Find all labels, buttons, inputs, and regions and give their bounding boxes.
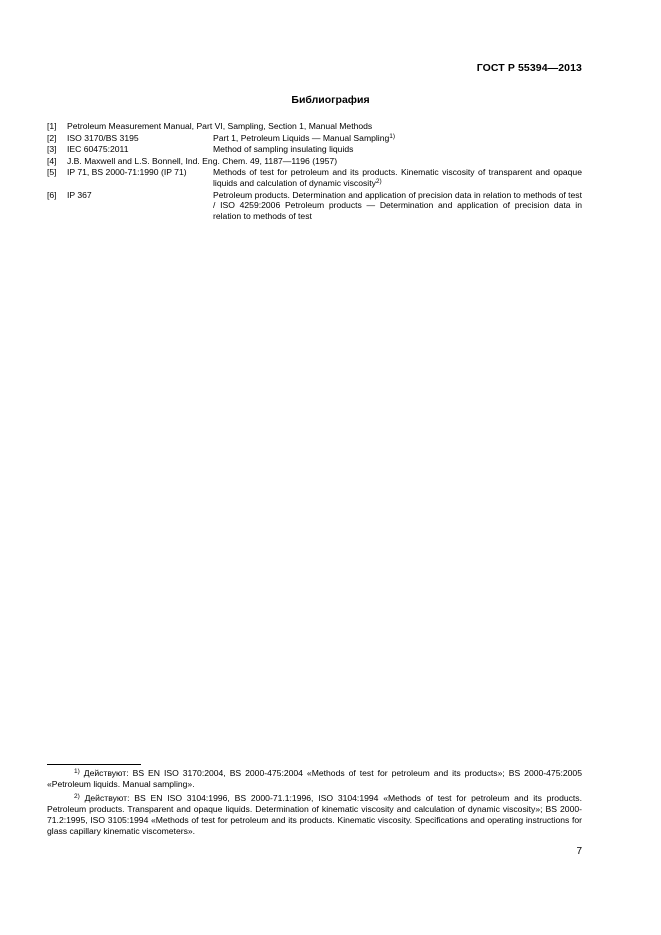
bibliography-list xyxy=(47,121,582,222)
entry-reference: IP 71, BS 2000-71:1990 (IP 71) xyxy=(67,167,187,178)
entry-number: [2] xyxy=(47,132,57,143)
entry-reference: ISO 3170/BS 3195 xyxy=(67,132,139,143)
entry-text: Petroleum Measurement Manual, Part VI, Sampling, Section 1, Manual Methods xyxy=(67,121,373,131)
bibliography-entry-5 xyxy=(47,167,582,188)
bibliography-entry-1 xyxy=(47,121,582,132)
entry-description xyxy=(213,133,582,144)
footnote-1 xyxy=(47,768,582,790)
entry-number: [5] xyxy=(47,167,57,178)
footnote-marker: 1) xyxy=(389,132,396,140)
entry-number: [4] xyxy=(47,155,57,166)
entry-number: [1] xyxy=(47,121,57,131)
bibliography-entry-3 xyxy=(47,144,582,155)
section-title: Библиография xyxy=(291,94,370,106)
footnote-mark: 1) xyxy=(74,768,80,775)
footnote-2 xyxy=(47,793,582,837)
document-code: ГОСТ Р 55394—2013 xyxy=(476,62,582,74)
bibliography-entry-4 xyxy=(47,156,582,167)
entry-text: J.B. Maxwell and L.S. Bonnell, Ind. Eng. Chem. 49, 1187—1196 (1957) xyxy=(67,155,338,166)
page-number: 7 xyxy=(576,846,582,857)
entry-description: Method of sampling insulating liquids xyxy=(213,144,354,155)
entry-description-text: Part 1, Petroleum Liquids — Manual Sampling xyxy=(213,132,390,143)
entry-description: Petroleum products. Determination and application of precision data in relation to methods of test / ISO 4259:2006 Petroleum products — Determination and application of precision data in relation to methods of test xyxy=(213,189,582,221)
footnote-text: Действуют: BS EN ISO 3104:1996, BS 2000-71.1:1996, ISO 3104:1994 «Methods of test for petroleum and its products. Petroleum products. Transparent and opaque liquids. Determination of kinematic viscosity and calculation of dynamic viscosity»; BS 2000-71.2:1995, ISO 3105:1994 «Methods of test for petroleum and its products. Kinematic viscosity. Specifications and operating instructions for glass capillary kinematic viscometers». xyxy=(47,792,582,836)
footnote-separator xyxy=(47,764,141,765)
footnote-mark: 2) xyxy=(74,792,80,800)
entry-reference: IEC 60475:2011 xyxy=(67,144,129,155)
entry-number: [3] xyxy=(47,144,57,155)
bibliography-entry-2 xyxy=(47,133,582,144)
entry-number: [6] xyxy=(47,189,57,200)
entry-description xyxy=(213,167,582,188)
footnote-marker: 2) xyxy=(375,177,382,185)
entry-description-text: Methods of test for petroleum and its products. Kinematic viscosity of transparent and opaque liquids and calculation of dynamic viscosity xyxy=(213,167,582,188)
footnote-text: Действуют: BS EN ISO 3170:2004, BS 2000-475:2004 «Methods of test for petroleum and its products»; BS 2000-475:2005 «Petroleum liquids. Manual sampling». xyxy=(47,768,582,789)
footnotes xyxy=(47,768,582,839)
bibliography-entry-6 xyxy=(47,190,582,222)
entry-reference: IP 367 xyxy=(67,189,92,200)
